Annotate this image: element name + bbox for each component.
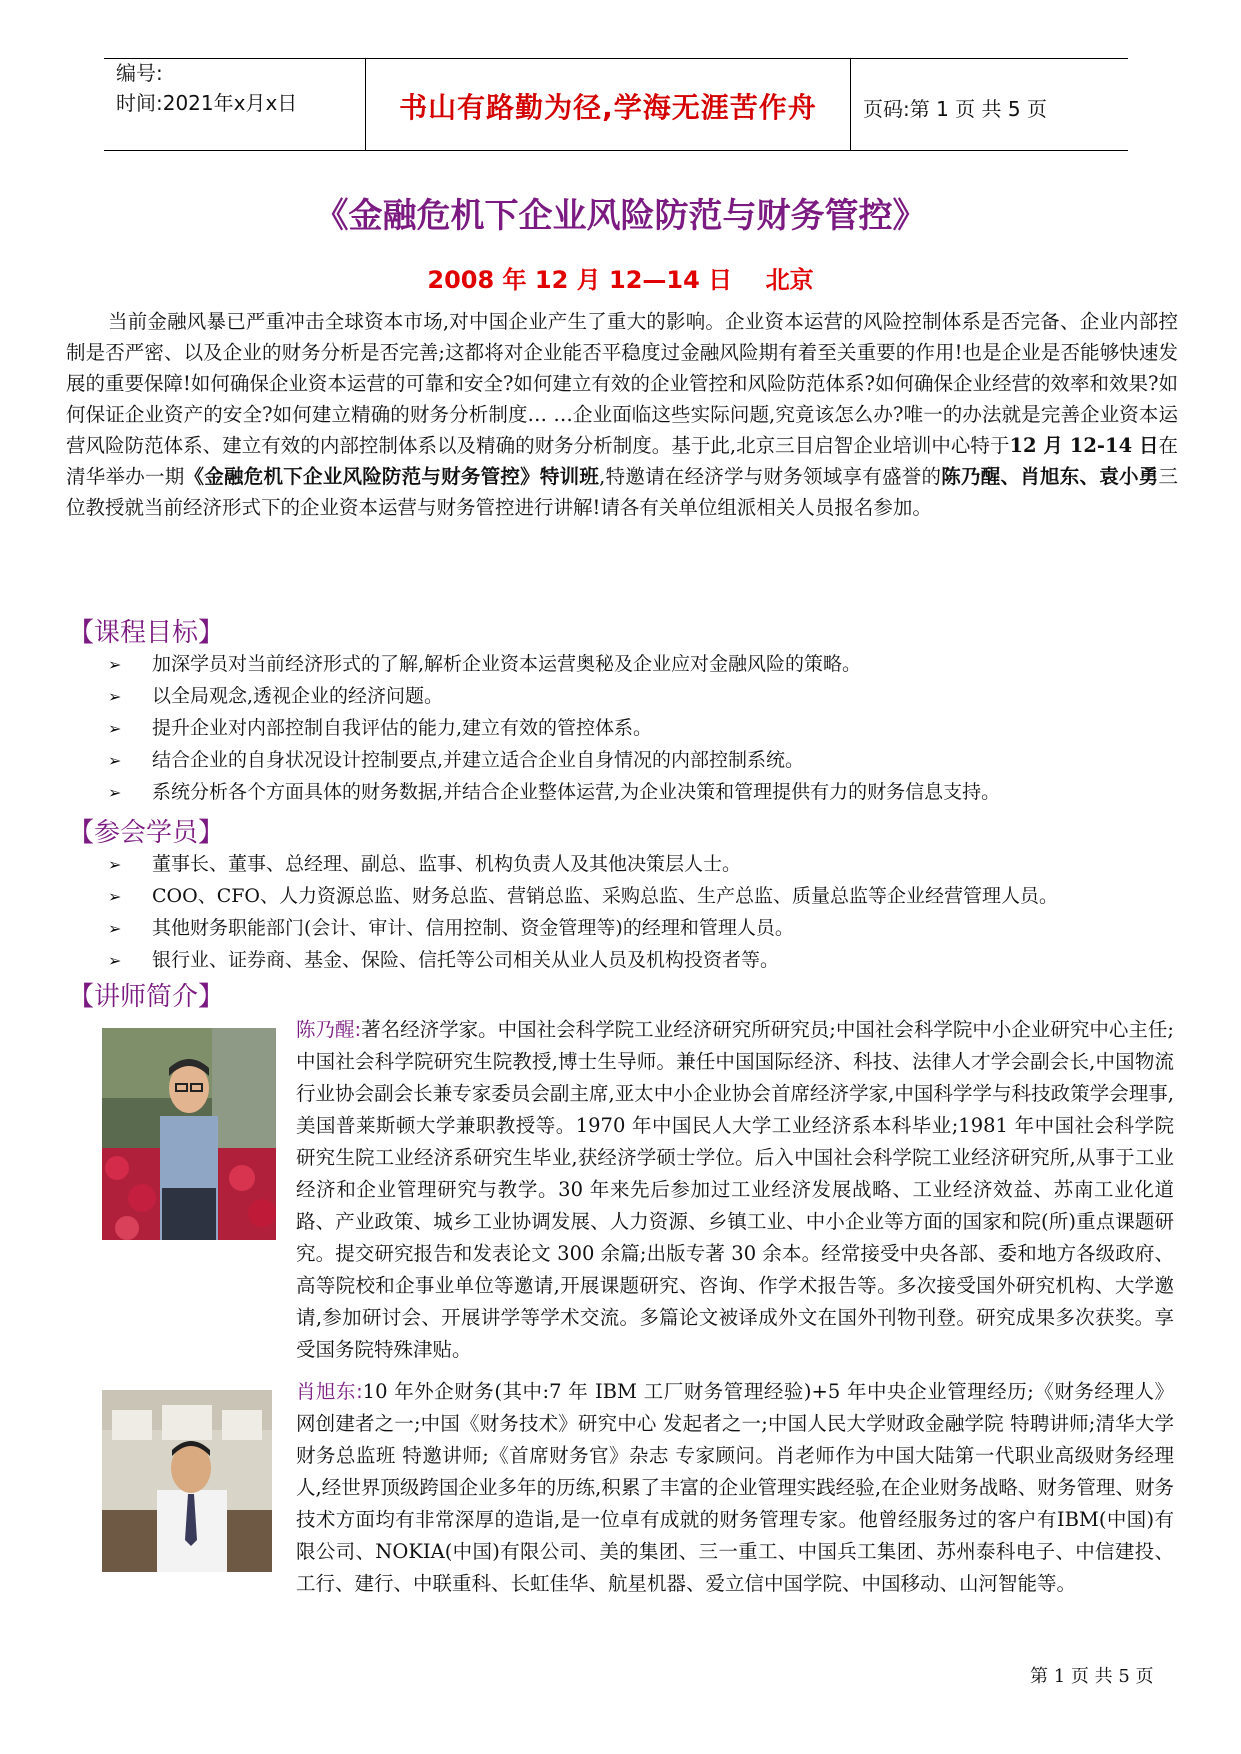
list-item: ➢ 加深学员对当前经济形式的了解,解析企业资本运营奥秘及企业应对金融风险的策略。 — [108, 648, 1188, 680]
event-date-location: 2008 年 12 月 12—14 日 北京 — [427, 266, 814, 294]
intro-text-4: 三位教授就当前经济形式下的企业资本运营与财务管控进行讲解!请各有关单位组派相关人员报名参加。 — [66, 465, 1178, 519]
lecturer-bio-chen — [296, 1014, 1174, 1366]
list-item: ➢ 董事长、董事、总经理、副总、监事、机构负责人及其他决策层人士。 — [108, 848, 1188, 880]
lecturer-bio-chen-text: 著名经济学家。中国社会科学院工业经济研究所研究员;中国社会科学院中小企业研究中心主任;中国社会科学院研究生院教授,博士生导师。兼任中国国际经济、科技、法律人才学会副会长,中国物流行业协会副会长兼专家委员会副主席,亚太中小企业协会首席经济学家,中国科学学与科技政策学会理事,美国普莱斯顿大学兼职教授等。1970 年中国民人大学工业经济系本科毕业;1981 年中国社会科学院研究生院工业经济系研究生毕业,获经济学硕士学位。后入中国社会科学院工业经济研究所,从事于工业经济和企业管理研究与教学。30 年来先后参加过工业经济发展战略、工业经济效益、苏南工业化道路、产业政策、城乡工业协调发展、人力资源、乡镇工业、中小企业等方面的国家和院(所)重点课题研究。提交研究报告和发表论文 300 余篇;出版专著 30 余本。经常接受中央各部、委和地方各级政府、高等院校和企事业单位等邀请,开展课题研究、咨询、作学术报告等。多次接受国外研究机构、大学邀请,参加研讨会、开展讲学等学术交流。多篇论文被译成外文在国外刊物刊登。研究成果多次获奖。享受国务院特殊津贴。 — [296, 1018, 1174, 1361]
list-item: ➢ 银行业、证券商、基金、保险、信托等公司相关从业人员及机构投资者等。 — [108, 944, 1188, 976]
lecturer-photo-xiao — [102, 1390, 272, 1572]
list-item: ➢ 系统分析各个方面具体的财务数据,并结合企业整体运营,为企业决策和管理提供有力的财务信息支持。 — [108, 776, 1188, 808]
list-item: ➢ 其他财务职能部门(会计、审计、信用控制、资金管理等)的经理和管理人员。 — [108, 912, 1188, 944]
arrow-bullet-icon: ➢ — [108, 855, 122, 874]
intro-text-3: ,特邀请在经济学与财务领域享有盛誉的 — [599, 465, 942, 488]
document-title: 《金融危机下企业风险防范与财务管控》 — [314, 196, 927, 236]
list-item: ➢ 提升企业对内部控制自我评估的能力,建立有效的管控体系。 — [108, 712, 1188, 744]
lecturer-photo-chen — [102, 1028, 276, 1240]
section-title-lecturers: 【讲师简介】 — [68, 982, 225, 1012]
arrow-bullet-icon: ➢ — [108, 719, 122, 738]
lecturer-name-chen: 陈乃醒: — [296, 1018, 362, 1041]
section-title-goals: 【课程目标】 — [68, 618, 225, 648]
goals-list — [108, 648, 1188, 808]
attendees-list — [108, 848, 1188, 976]
section-title-attendees: 【参会学员】 — [68, 818, 225, 848]
arrow-bullet-icon: ➢ — [108, 951, 122, 970]
arrow-bullet-icon: ➢ — [108, 783, 122, 802]
lecturer-bio-xiao-text: 10 年外企财务(其中:7 年 IBM 工厂财务管理经验)+5 年中央企业管理经历;《财务经理人》 网创建者之一;中国《财务技术》研究中心 发起者之一;中国人民大学财政金融学院 特聘讲师;清华大学财务总监班 特邀讲师;《首席财务官》杂志 专家顾问。肖老师作为中国大陆第一代职业高级财务经理人,经世界顶级跨国企业多年的历练,积累了丰富的企业管理实践经验,在企业财务战略、财务管理、财务技术方面均有非常深厚的造诣,是一位卓有成就的财务管理专家。他曾经服务过的客户有IBM(中国)有限公司、NOKIA(中国)有限公司、美的集团、三一重工、中国兵工集团、苏州泰科电子、中信建投、工行、建行、中联重科、长虹佳华、航星机器、爱立信中国学院、中国移动、山河智能等。 — [296, 1380, 1174, 1595]
lecturer-bio-xiao — [296, 1376, 1174, 1600]
intro-text-2: 在清华举办一期 — [66, 434, 1178, 488]
intro-profs-bold: 陈乃醒、肖旭东、袁小勇 — [941, 465, 1159, 488]
time-label: 时间:2021年x月x日 — [116, 91, 298, 115]
list-item: ➢ 结合企业的自身状况设计控制要点,并建立适合企业自身情况的内部控制系统。 — [108, 744, 1188, 776]
intro-paragraph — [66, 306, 1178, 523]
intro-date-bold: 12 月 12-14 日 — [1009, 434, 1159, 457]
header-bottom-rule — [104, 150, 1128, 151]
intro-course-bold: 《金融危机下企业风险防范与财务管控》特训班 — [184, 465, 600, 488]
intro-text-1: 当前金融风暴已严重冲击全球资本市场,对中国企业产生了重大的影响。企业资本运营的风险控制体系是否完备、企业内部控制是否严密、以及企业的财务分析是否完善;这都将对企业能否平稳度过金融风险期有着至关重要的作用!也是企业是否能够快速发展的重要保障!如何确保企业资本运营的可靠和安全?如何建立有效的企业管控和风险防范体系?如何确保企业经营的效率和效果?如何保证企业资产的安全?如何建立精确的财务分析制度… …企业面临这些实际问题,究竟该怎么办?唯一的办法就是完善企业资本运营风险防范体系、建立有效的内部控制体系以及精确的财务分析制度。基于此,北京三目启智企业培训中心特于 — [66, 310, 1178, 457]
page-footer: 第 1 页 共 5 页 — [1030, 1666, 1154, 1687]
arrow-bullet-icon: ➢ — [108, 887, 122, 906]
arrow-bullet-icon: ➢ — [108, 655, 122, 674]
serial-label: 编号: — [116, 61, 163, 85]
portrait-image — [102, 1390, 272, 1572]
list-item: ➢ 以全局观念,透视企业的经济问题。 — [108, 680, 1188, 712]
arrow-bullet-icon: ➢ — [108, 687, 122, 706]
list-item: ➢ COO、CFO、人力资源总监、财务总监、营销总监、采购总监、生产总监、质量总监等企业经营管理人员。 — [108, 880, 1188, 912]
header-page-code: 页码:第 1 页 共 5 页 — [863, 97, 1047, 121]
arrow-bullet-icon: ➢ — [108, 751, 122, 770]
header-motto: 书山有路勤为径,学海无涯苦作舟 — [399, 91, 817, 124]
portrait-image — [102, 1028, 276, 1240]
lecturer-name-xiao: 肖旭东: — [296, 1380, 363, 1403]
header-divider-right — [850, 58, 851, 151]
header-meta — [116, 58, 297, 118]
arrow-bullet-icon: ➢ — [108, 919, 122, 938]
